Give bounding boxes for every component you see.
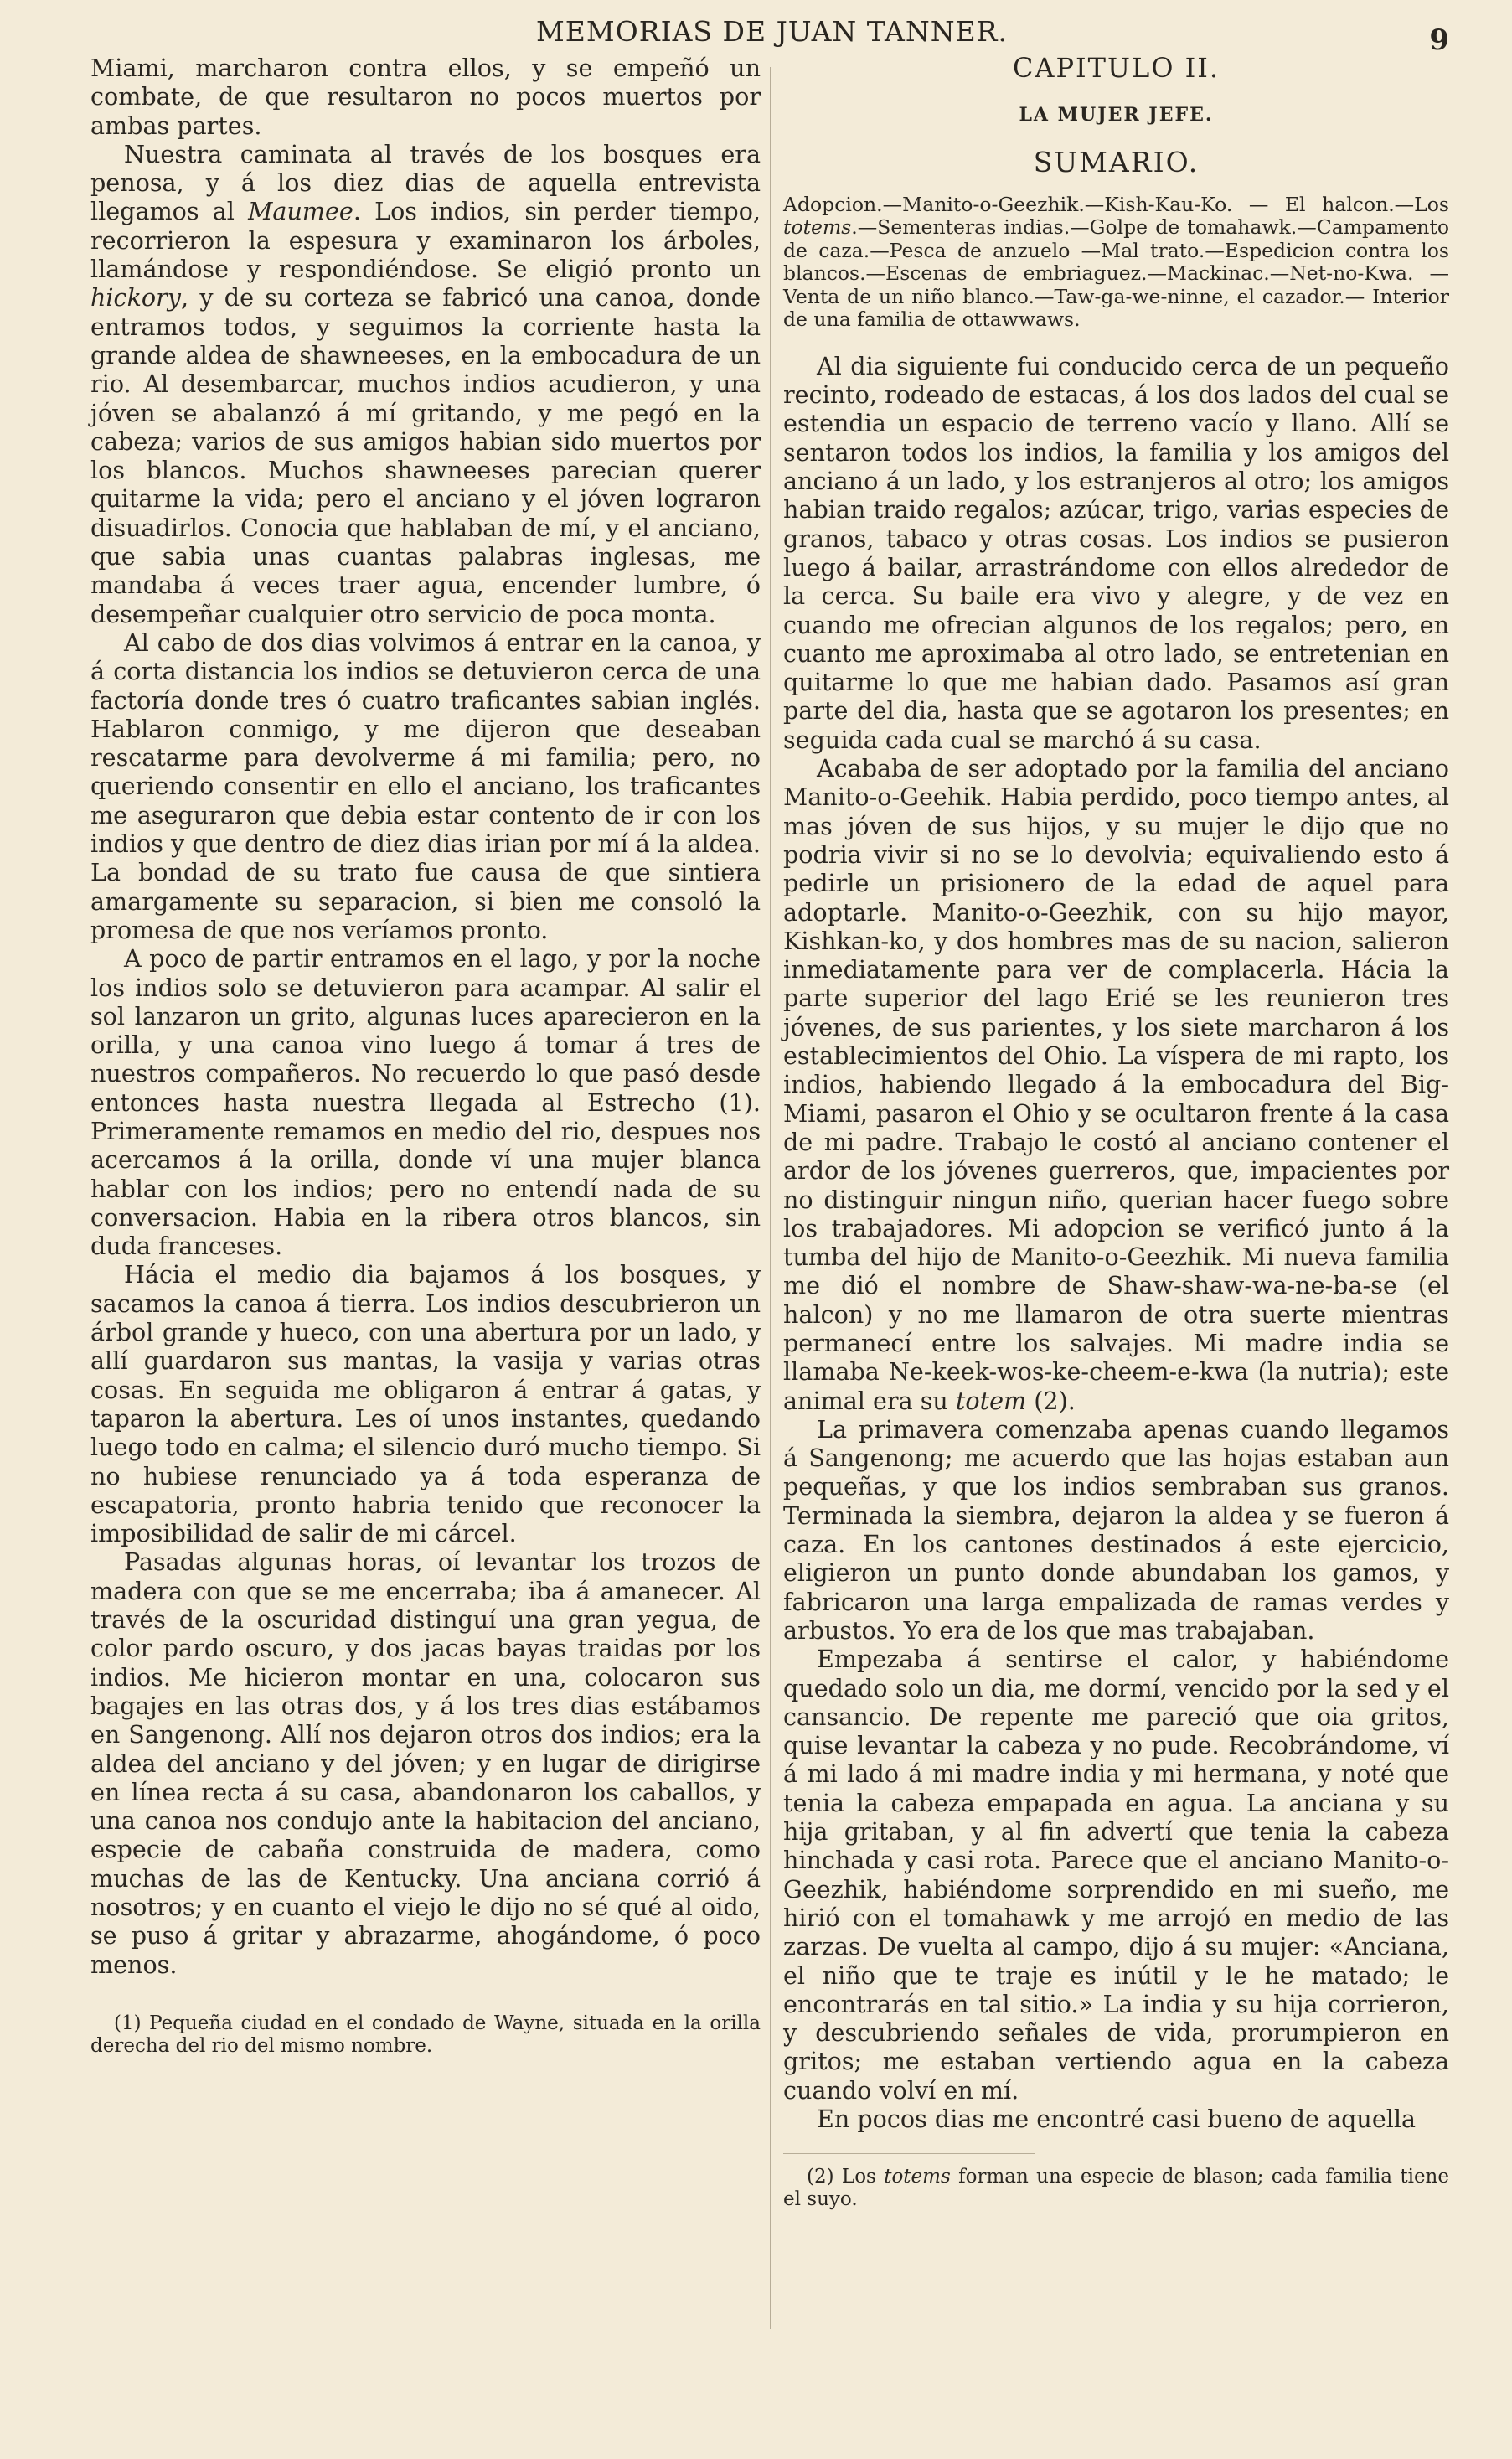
paragraph: A poco de partir entramos en el lago, y por la noche los indios solo se detuvieron para acampar. Al salir el sol lanzaron un grito, algunas luces aparecieron en la orilla, y una canoa vino luego á tomar á tres de nuestros compañeros. No recuerdo lo que pasó desde entonces hasta nuestra llegada al Estrecho (1). Primeramente remamos en medio del rio, despues nos acercamos á la orilla, donde ví una mujer blanca hablar con los indios; pero no entendí nada de su conversacion. Habia en la ribera otros blancos, sin duda franceses. xyxy=(90,944,761,1261)
chapter-title: CAPITULO II. xyxy=(1012,52,1220,84)
paragraph: Miami, marcharon contra ellos, y se empeñó un combate, de que resultaron no pocos muertos por ambas partes. xyxy=(90,54,761,140)
spacer xyxy=(90,1979,761,2012)
paragraph: En pocos dias me encontré casi bueno de aquella xyxy=(817,2105,1417,2133)
paragraph: Al dia siguiente fui conducido cerca de un pequeño recinto, rodeado de estacas, á los dos lados del cual se estendia un espacio de terreno vacío y llano. Allí se sentaron todos los indios, la familia y los amigos del anciano á un lado, y los estranjeros al otro; los amigos habian traido regalos; azúcar, trigo, varias especies de granos, tabaco y otras cosas. Los indios se pusieron luego á bailar, arrastrándome con ellos alrededor de la cerca. Su baile era vivo y alegre, y de vez en cuando me ofrecian algunos de los regalos; pero, en cuanto me aproximaba al otro lado, se entretenian en quitarme lo que me habian dado. Pasamos así gran parte del dia, hasta que se agotaron los presentes; en seguida cada cual se marchó á su casa. xyxy=(783,351,1449,754)
paragraph: Pasadas algunas horas, oí levantar los trozos de madera con que se me encerraba; iba á amanecer. Al través de la oscuridad distinguí una gran yegua, de color pardo oscuro, y dos jacas bayas traidas por los indios. Me hicieron montar en una, colocaron sus bagajes en las otras dos, y á los tres dias estábamos en Sangenong. Allí nos dejaron otros dos indios; era la aldea del anciano y del jóven; y en lugar de dirigirse en línea recta á su casa, abandonaron los caballos, y una canoa nos condujo ante la habitacion del anciano, especie de cabaña construida de madera, como muchas de las de Kentucky. Una anciana corrió á nosotros; y en cuanto el viejo le dijo no sé qué al oido, se puso á gritar y abrazarme, ahogándome, ó poco menos. xyxy=(90,1547,761,1979)
running-title: MEMORIAS DE JUAN TANNER. xyxy=(536,15,1009,48)
page-number: 9 xyxy=(1429,23,1449,57)
paragraph: La primavera comenzaba apenas cuando llegamos á Sangenong; me acuerdo que las hojas estaban aun pequeñas, y que los indios sembraban sus granos. Terminada la siembra, dejaron la aldea y se fueron á caza. En los cantones destinados á este ejercicio, eligieron un punto donde abundaban los gamos, y fabricaron una larga empalizada de ramas verdes y arbustos. Yo era de los que mas trabajaban. xyxy=(783,1414,1449,1645)
footnote-divider xyxy=(783,2153,1035,2154)
column-divider xyxy=(770,67,771,2329)
right-column xyxy=(783,54,1449,2211)
summary-text: Adopcion.—Manito-o-Geezhik.—Kish-Kau-Ko. — El halcon.—Los totems.—Sementeras indias.—Golpe de tomahawk.—Campamento de caza.—Pesca de anzuelo —Mal trato.—Espedicion contra los blancos.—Escenas de embriaguez.—Mackinac.—Net-no-Kwa. —Venta de un niño blanco.—Taw-ga-we-ninne, el cazador.— Interior de una familia de ottawwaws. xyxy=(783,192,1449,332)
summary-heading: SUMARIO. xyxy=(1033,145,1200,178)
paragraph: Hácia el medio dia bajamos á los bosques, y sacamos la canoa á tierra. Los indios descubrieron un árbol grande y hueco, con una abertura por un lado, y allí guardaron sus mantas, la vasija y varias otras cosas. En seguida me obligaron á entrar á gatas, y taparon la abertura. Les oí unos instantes, quedando luego todo en calma; el silencio duró mucho tiempo. Si no hubiese renunciado ya á toda esperanza de escapatoria, pronto habria tenido que reconocer la imposibilidad de salir de mi cárcel. xyxy=(90,1260,761,1548)
left-column xyxy=(90,54,761,2058)
paragraph: Al cabo de dos dias volvimos á entrar en la canoa, y á corta distancia los indios se detuvieron cerca de una factoría donde tres ó cuatro traficantes sabian inglés. Hablaron conmigo, y me dijeron que deseaban rescatarme para devolverme á mi familia; pero, no queriendo consentir en ello el anciano, los traficantes me aseguraron que debia estar contento de ir con los indios y que dentro de diez dias irian por mí á la aldea. La bondad de su trato fue causa de que sintiera amargamente su separacion, si bien me consoló la promesa de que nos veríamos pronto. xyxy=(90,628,761,944)
chapter-subtitle: LA MUJER JEFE. xyxy=(1019,104,1214,127)
paragraph: Acababa de ser adoptado por la familia del anciano Manito-o-Geehik. Habia perdido, poco tiempo antes, al mas jóven de sus hijos, y su mujer le dijo que no podria vivir si no se lo devolvia; equivaliendo esto á pedirle un prisionero de la edad de aquel para adoptarle. Manito-o-Geezhik, con su hijo mayor, Kishkan-ko, y dos hombres mas de su nacion, salieron inmediatamente para ver de complacerla. Hácia la parte superior del lago Erié se les reunieron tres jóvenes, de sus parientes, y los siete marcharon á los establecimientos del Ohio. La víspera de mi rapto, los indios, habiendo llegado á la embocadura del Big-Miami, pasaron el Ohio y se ocultaron frente á la casa de mi padre. Trabajo le costó al anciano contener el ardor de los jóvenes guerreros, que, impacientes por no distinguir ningun niño, querian hacer fuego sobre los trabajadores. Mi adopcion se verificó junto á la tumba del hijo de Manito-o-Geezhik. Mi nueva familia me dió el nombre de Shaw-shaw-wa-ne-ba-se (el halcon) y no me llamaron de otra suerte mientras permanecí entre los salvajes. Mi madre india se llamaba Ne-keek-wos-ke-cheem-e-kwa (la nutria); este animal era su totem (2). xyxy=(783,754,1449,1415)
paragraph: Empezaba á sentirse el calor, y habiéndome quedado solo un dia, me dormí, vencido por la sed y el cansancio. De repente me pareció que oia gritos, quise levantar la cabeza y no pude. Recobrándome, ví á mi lado á mi madre india y mi hermana, y noté que tenia la cabeza empapada en agua. La anciana y su hija gritaban, y al fin advertí que tenia la cabeza hinchada y casi rota. Parece que el anciano Manito-o-Geezhik, habiéndome sorprendido en mi sueño, me hirió con el tomahawk y me arrojó en medio de las zarzas. De vuelta al campo, dijo á su mujer: «Anciana, el niño que te traje es inútil y le he matado; le encontrarás en tal sitio.» La india y su hija corrieron, y descubriendo señales de vida, prorumpieron en gritos; me estaban vertiendo agua en la cabeza cuando volví en mí. xyxy=(783,1645,1449,2105)
footnote: (2) Los totems forman una especie de blason; cada familia tiene el suyo. xyxy=(783,2166,1449,2211)
paragraph: Nuestra caminata al través de los bosques era penosa, y á los diez dias de aquella entrevista llegamos al Maumee. Los indios, sin perder tiempo, recorrieron la espesura y examinaron los árboles, llamándose y respondiéndose. Se eligió pronto un hickory, y de su corteza se fabricó una canoa, donde entramos todos, y seguimos la corriente hasta la grande aldea de shawneeses, en la embocadura de un rio. Al desembarcar, muchos indios acudieron, y una jóven se abalanzó á mí gritando, y me pegó en la cabeza; varios de sus amigos habian sido muertos por los blancos. Muchos shawneeses parecian querer quitarme la vida; pero el anciano y el jóven lograron disuadirlos. Conocia que hablaban de mí, y el anciano, que sabia unas cuantas palabras inglesas, me mandaba á veces traer agua, encender lumbre, ó desempeñar cualquier otro servicio de poca monta. xyxy=(90,139,761,628)
footnote: (1) Pequeña ciudad en el condado de Wayne, situada en la orilla derecha del rio del mismo nombre. xyxy=(90,2012,761,2057)
